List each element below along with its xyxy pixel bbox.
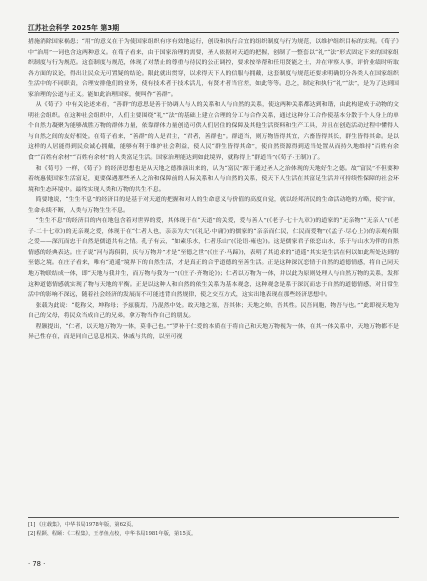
page-number: · 78 · xyxy=(28,560,46,568)
paragraph: 张载为此说：“乾称父，坤称母；予兹藐焉，乃混然中处。故天地之塞，吾其体；天地之帅，吾其性。民吾同胞，物吾与也。”“此即视天地为自己的父母，将民众当成自己的兄弟，拿万物当作自己的朋友。 xyxy=(28,302,399,320)
footnote-text: 程颢、程颐：《二程集》，王孝鱼点校，中华书局1981年版，第15页。 xyxy=(36,531,197,537)
footnotes xyxy=(28,517,399,539)
footnote-mark: [2] xyxy=(28,531,36,537)
footnote xyxy=(28,521,399,530)
header-rule xyxy=(28,32,399,33)
footnote xyxy=(28,530,399,539)
paragraph: 和《荀号》一样，《荀子》的经济思想也是从天地之德推演出来的，认为“富民”源于通过圣人之治体现的天地好生之德。故“富民”不但要种着统惠使国家生活富足，更要保遇那些圣人之治和保障前的人际关系和人与自然的关系，使天下人生活在其富足生活并可持续性保障的社会环境和生态环境中。最终实现人类和万物的共生不息。 xyxy=(28,165,399,193)
article-body xyxy=(28,37,399,343)
journal-header: 江苏社会科学 2025年 第3期 xyxy=(28,24,120,32)
footnote-mark: [1] xyxy=(28,522,36,528)
paragraph: 程颢提出，“仁者，以天地万物为一体，莫非己也。”“罗补于仁爱的本质在于将自己和天地万物视为一体，在其一体关系中，天地万物都不是异己性存在，而是同自己息息相关、休戚与共的，以至可视 xyxy=(28,323,399,341)
footnote-text: 《庄载集》，中华书局1978年版，第62页。 xyxy=(36,522,137,528)
paragraph: “生生不息”的经济目的内在地包含着对世界的爱，其体现于在“天道”的关爱，爱与善人”(《老子·七十九章》)的道家的“无亲物”“无亲人”(《老子·二十七章》)的无亲观之爱，体现于在“仁者人也，亲亲为大”(《礼记·中庸》)的儒家的“亲亲而仁民，仁民而爱物”(《孟子·尽心上》)的亲观有限之爱——深沉而忠于自然是儒道共有之情。孔子有云，“如素乐水，仁者乐山”(《论语·雍也》)。这是儒家君子依恋山水，乐于与山水为伴的自然情感的经典表达。庄子说“河与海俱阴，庆与万物并”才是“至德之世”(《庄子·马蹄》)，表明了其追求的“逍遥”其实是生活在何以如此所处达到的至德之境。在庄子看来，唯有“逍遥”境界下的自然生活，才是真正的合乎道德的至善生活。正是这种深沉恋情于自然的道德情感，将自己同天地万物联结成一体，即“天地与我并生，而万物与我为一”(《庄子·齐物论》)；仁者以万物为一体，并以此为原则处理人与自然万物的关系，发挥这种道德情感就实现了物与天地的平衡。正是以这种人和自然的依生关系为基本观念，这种观念是系于深沉而忠于自然的道德情感，对日常生活中的影响不深远，随着社会经济的发展而不可能违背自然规律，使之交互方式，这实出地表现在那些经济思想中。 xyxy=(28,218,399,299)
paragraph: 从《荀子》中有关论述来看，“善群”的意思是善于协调人与人的关系和人与自然的关系，使这两种关系都达到和谐，由此构建成于动物的文明社会组织。在这种社会组织中，人们主要围绕“礼”“法”的基础上建立合理的分工与合作关系，通过这种分工合作使基本分散于个人身上的单个自然力凝聚为能够战胜万物的群体力量，依靠群体力量创造可供人们居住的保障及其他生活资料和生产工具，并且在创造活动过程中懂得人与自然之间的友好相处。在荀子看来，“善群”的人是君主，“君者，善群也”。群道当，则万物皆得其宜，六畜皆得其长，群生皆得其命。是以这样的人居能得到民众诚心拥戴，能够有利于维护社会利益，使人民“群生皆得其命”，使自然资源得到适当处置从而持久地维持“百姓有余食”“百姓有余材”“百姓有余材”的人类富足生活。国家治理能达到如此境界，就称得上“群道当”(《荀子·王制》)了。 xyxy=(28,102,399,162)
paragraph: 简要地说，“生生不息”的经济目的是基于对天道的把握和对人的生命意义与价值的高度自觉，就以经邦济民的生命活动绝的方略，使宇宙，生命永续不断，人类与万物生生不息。 xyxy=(28,197,399,214)
paragraph: 措施消除国家祸患；“用”的意义在于为使国家组织有序有效地运行，创设和执行合宜的组织制度与行为规范，以维护组织目标的实现。《荀子》中“治用”一词也含这两种意义。在荀子看来，由于国家治理的需要，圣人依据对天道的把握，创制了一整套以“礼”“法”形式固定下来的国家组织制度与行为规范。这套制度与规范，体现了对禁止的尊重与待民的公正调控，要求按举帮和任用贤能之士，并在审察人事，评价业绩时听取各方面的议论，得出让民众无可置疑的结论。限此就出贯穿，以求得天下人的信服与拥戴，这套制度与规范还要求明确切分各类人在国家组织生活中的不同职责，合理安排他们的业务，使有技术者于技术活儿，有贤才者当官差，如此等等。总之，制定和执行“礼”“法”，是为了达到国家治理的公道与正义。能如此治理国家，便叫作“善群”。 xyxy=(28,39,399,98)
